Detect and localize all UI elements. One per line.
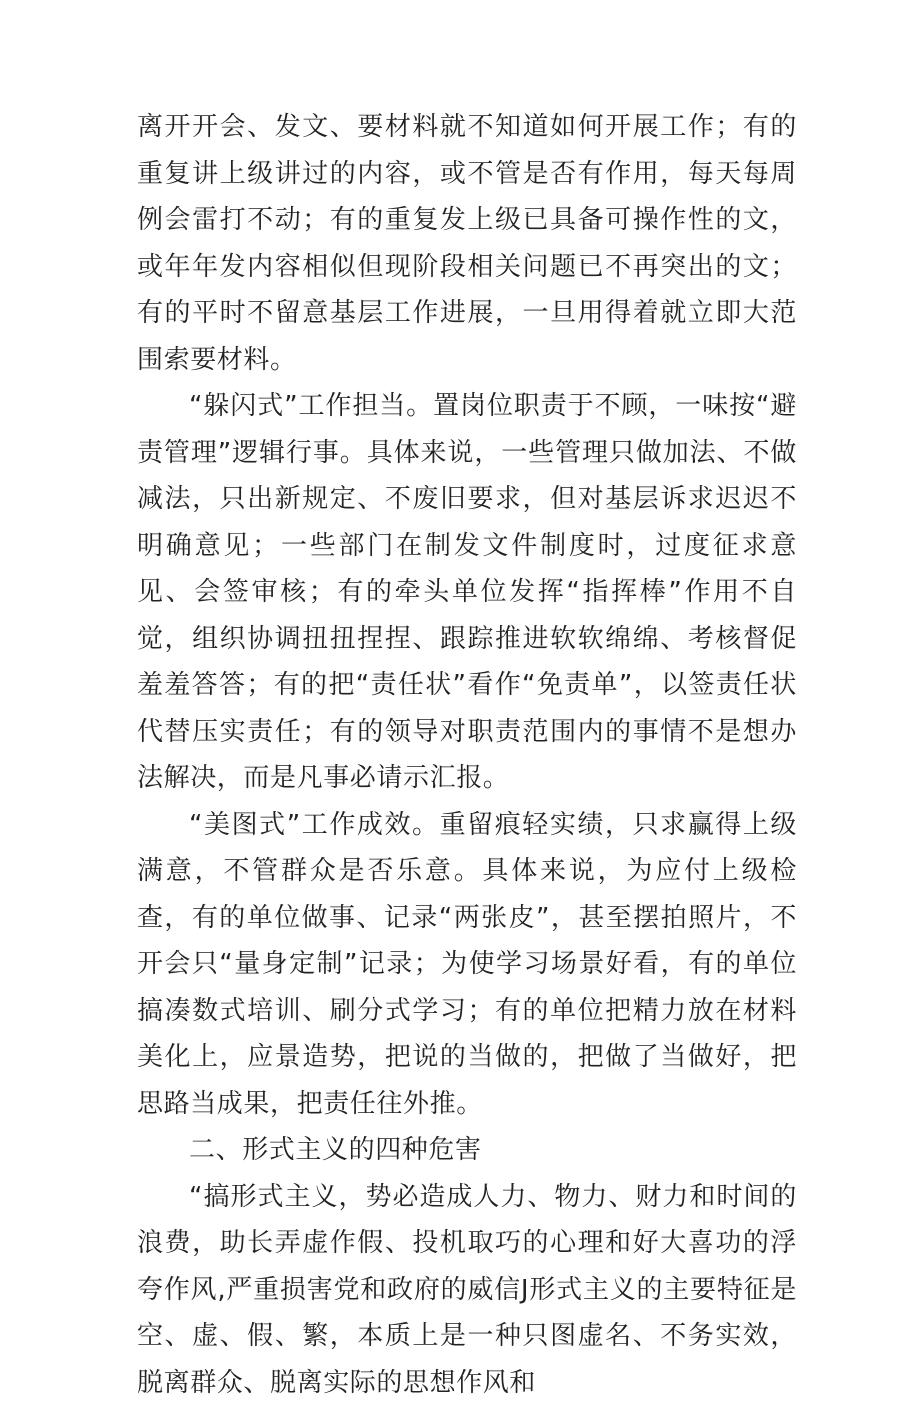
paragraph-beautified-results: “美图式”工作成效。重留痕轻实绩，只求赢得上级满意，不管群众是否乐意。具体来说，为应付上级检查，有的单位做事、记录“两张皮”，甚至摆拍照片，不开会只“量身定制”记录；为使学习场景好看，有的单位搞凑数式培训、刷分式学习；有的单位把精力放在材料美化上，应景造势，把说的当做的，把做了当做好，把思路当成果，把责任往外推。: [137, 802, 797, 1128]
paragraph-evasive-responsibility: “躲闪式”工作担当。置岗位职责于不顾，一味按“避责管理”逻辑行事。具体来说，一些管理只做加法、不做减法，只出新规定、不废旧要求，但对基层诉求迟迟不明确意见；一些部门在制发文件制度时，过度征求意见、会签审核；有的牵头单位发挥“指挥棒”作用不自觉，组织协调扭扭捏捏、跟踪推进软软绵绵、考核督促羞羞答答；有的把“责任状”看作“免责单”，以签责任状代替压实责任；有的领导对职责范围内的事情不是想办法解决，而是凡事必请示汇报。: [137, 383, 797, 802]
paragraph-harms-intro: “搞形式主义，势必造成人力、物力、财力和时间的浪费，助长弄虚作假、投机取巧的心理和好大喜功的浮夸作风,严重损害党和政府的威信J形式主义的主要特征是空、虚、假、繁，本质上是一种只图虚名、不务实效，脱离群众、脱离实际的思想作风和: [137, 1174, 797, 1406]
body-text: [137, 104, 797, 1406]
section-heading-four-harms: 二、形式主义的四种危害: [137, 1127, 797, 1174]
paragraph-continued: 离开开会、发文、要材料就不知道如何开展工作；有的重复讲上级讲过的内容，或不管是否有作用，每天每周例会雷打不动；有的重复发上级已具备可操作性的文，或年年发内容相似但现阶段相关问题已不再突出的文；有的平时不留意基层工作进展，一旦用得着就立即大范围索要材料。: [137, 104, 797, 383]
